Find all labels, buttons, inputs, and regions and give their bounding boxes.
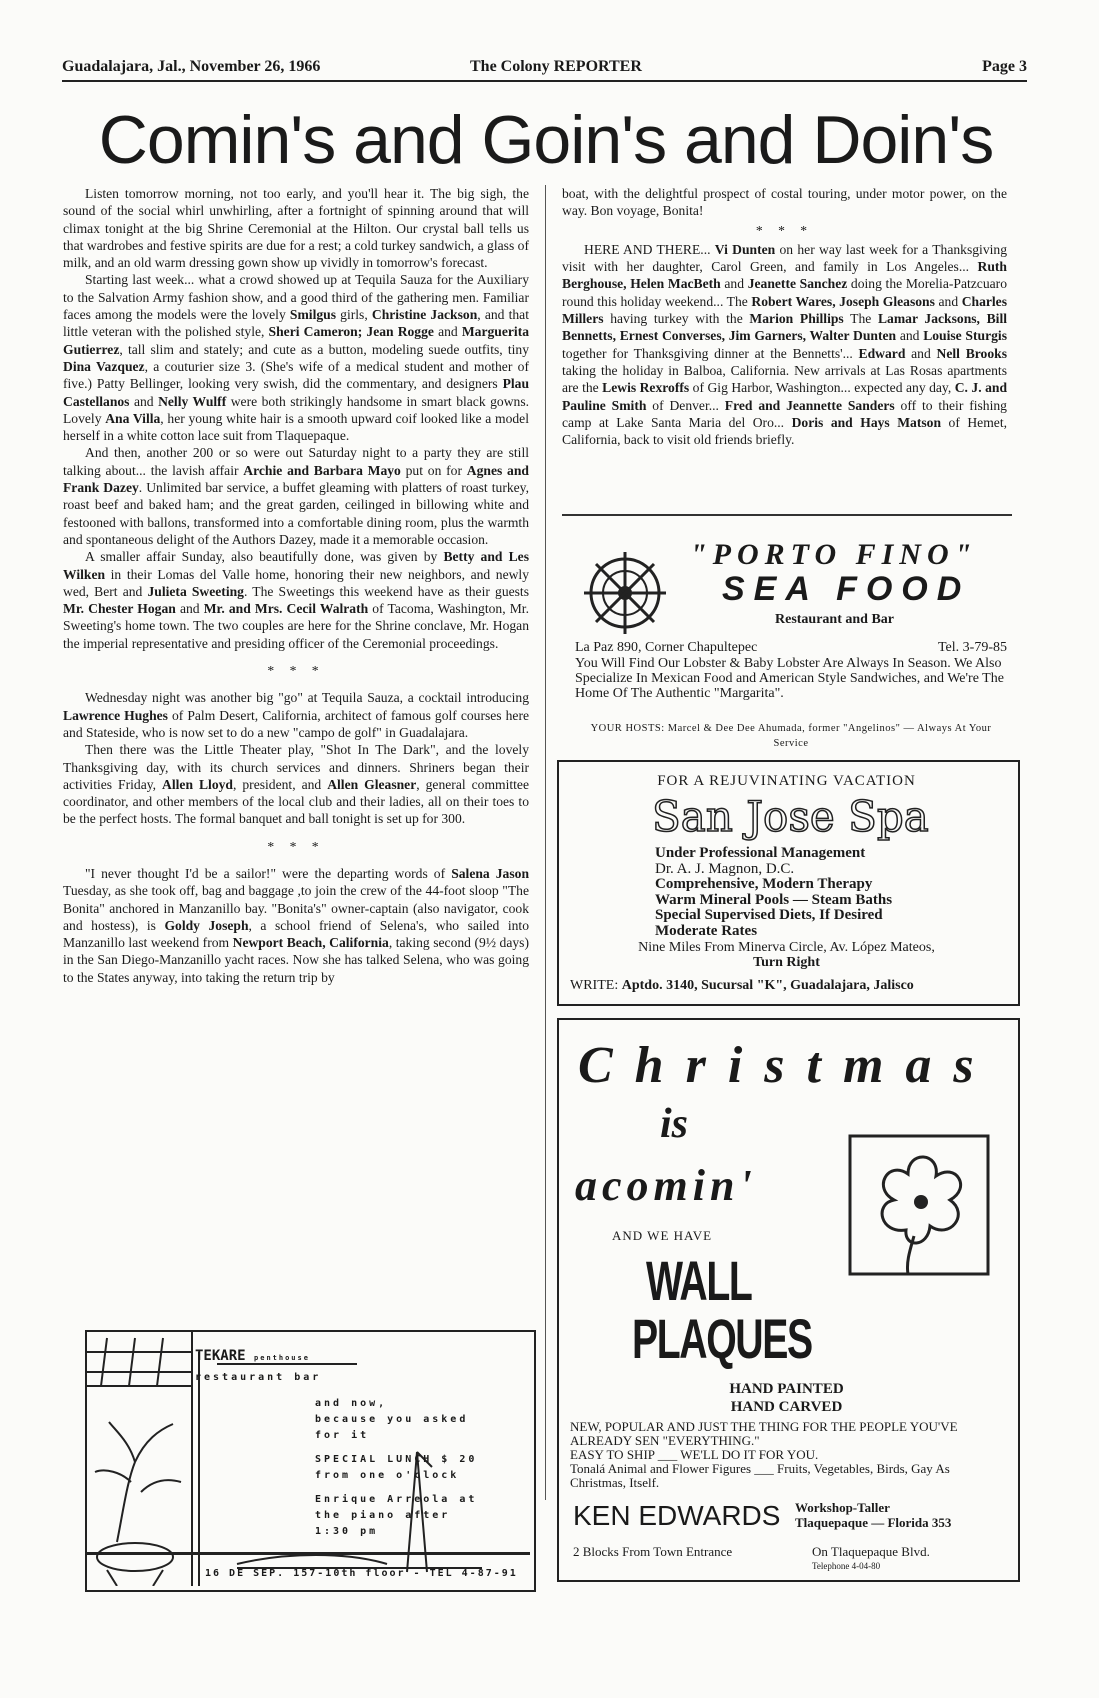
- portofino-hosts: YOUR HOSTS: Marcel & Dee Dee Ahumada, former "Angelinos" — Always At Your Service: [590, 723, 992, 749]
- tekare-promo: and now, because you asked for it SPECIAL LUNCH $ 20 from one o'clock Enrique Arreola at the piano after 1:30 pm: [315, 1398, 478, 1537]
- ad-rule: [562, 514, 1012, 516]
- section-divider: * * *: [267, 663, 325, 679]
- portofino-tel: Tel. 3-79-85: [937, 640, 1007, 655]
- right-column: [562, 185, 1007, 448]
- portofino-address-line: [575, 640, 1007, 656]
- paragraph: boat, with the delightful prospect of costal touring, under motor power, on the way. Bon voyage, Bonita!: [562, 186, 1007, 219]
- sanjose-details: Under Professional Management Dr. A. J. Magnon, D.C. Comprehensive, Modern Therapy Warm Mineral Pools — Steam Baths Special Supervised Diets, If Desired Moderate Rates: [655, 845, 893, 939]
- paragraph: "I never thought I'd be a sailor!" were the departing words of Salena Jason Tuesday, as she took off, bag and baggage ,to join the crew of the 44-foot sloop "The Bonita" anchored in Manzanillo bay. "Bonita's" owner-captain (also navigator, cook and hostess), is Goldy Joseph, a school friend of Selena's, who sailed into Manzanillo last weekend from Newport Beach, California, taking second (9½ days) in the San Diego-Manzanillo yacht races. Now she has talked Selena, who was going to the States anyway, into taking the return trip by: [63, 865, 529, 985]
- ken-edwards-blvd: On Tlaquepaque Blvd.: [812, 1544, 930, 1559]
- portofino-address: La Paz 890, Corner Chapultepec: [575, 640, 758, 655]
- christmas-acomin: acomin': [575, 1161, 757, 1210]
- section-divider: * * *: [267, 838, 325, 854]
- christmas-is: is: [660, 1101, 689, 1147]
- paragraph: Then there was the Little Theater play, "Shot In The Dark", and the lovely Thanksgiving day, with its church services and dinners. Shriners began their activities Friday, Allen Lloyd, president, and Allen Gleasner, general committee coordinator, and other members of the local club and their ladies, all on their toes to be the perfect hosts. The formal banquet and ball tonight is set up for 300.: [63, 742, 529, 827]
- portofino-title: "PORTO FINO": [690, 538, 978, 571]
- headline: Comin's and Goin's and Doin's: [98, 102, 994, 178]
- portofino-tagline: Restaurant and Bar: [775, 612, 895, 627]
- paragraph: And then, another 200 or so were out Saturday night to a party they are still talking about... the lavish affair Archie and Barbara Mayo put on for Agnes and Frank Dazey. Unlimited bar service, a buffet gleaming with platters of roast turkey, roast beef and baked ham; and the great garden, ceilinged in billowing white and festooned with ballons, transformed into a comfortable dining room, plus the warmth and spontaneous delight of the Authors Dazey, made it a memorable occasion.: [63, 445, 529, 547]
- paragraph: Starting last week... what a crowd showed up at Tequila Sauza for the Auxiliary to the Salvation Army fashion show, and a good third of the gathering men. Familiar faces among the models were the lovely Smilgus girls, Christine Jackson, and that little veteran with the polished style, Sheri Cameron; Jean Rogge and Marguerita Gutierrez, tall slim and stately; and cute as a button, modeling suede outfits, tiny Dina Vazquez, a couturier size 3. (She's wife of a medical student and mother of five.) Patty Bellinger, looking very swish, did the commentary, and designers Plau Castellanos and Nelly Wulff were both strikingly handsome in smart black gowns. Lovely Ana Villa, her young white hair is a smooth upward coif looked like a model herself in a white cotton lace suit from Tlaquepaque.: [63, 272, 530, 444]
- ad-christmas: [557, 1018, 1020, 1582]
- ken-edwards-phone: Telephone 4-04-80: [812, 1561, 881, 1571]
- ship-wheel-icon: [582, 550, 668, 636]
- christmas-body: NEW, POPULAR AND JUST THE THING FOR THE PEOPLE YOU'VE ALREADY SEN "EVERYTHING." EASY TO SHIP ___ WE'LL DO IT FOR YOU. Tonalá Animal and Flower Figures ___ Fruits, Vegetables, Birds, Gay As Christmas, Itself.: [570, 1419, 958, 1490]
- left-column: [63, 185, 529, 986]
- tekare-restaurant-bar: restaurant bar: [195, 1372, 322, 1383]
- portofino-body: You Will Find Our Lobster & Baby Lobster Are Always In Season. We Also Specialize In Mexican Food and American Style Sandwiches, and We're The Home Of The Authentic "Margarita".: [575, 656, 1004, 701]
- paragraph: A smaller affair Sunday, also beautifully done, was given by Betty and Les Wilken in their Lomas del Valle home, honoring their new neighbors, and newly wed, Bert and Julieta Sweeting. The Sweetings this weekend have as their guests Mr. Chester Hogan and Mr. and Mrs. Cecil Walrath of Tacoma, Washington, Mr. Sweeting's home town. The two couples are here for the Shrine conclave, Mr. Hogan the imperial representative and presiding officer of the Ceremonial proceedings.: [63, 549, 530, 651]
- ken-edwards-shop: Workshop-Taller Tlaquepaque — Florida 353: [795, 1500, 952, 1530]
- sanjose-write: WRITE: Aptdo. 3140, Sucursal "K", Guadalajara, Jalisco: [570, 978, 914, 993]
- column-rule: [545, 185, 546, 1500]
- ken-edwards-brand: KEN EDWARDS: [573, 1500, 781, 1531]
- paragraph: Listen tomorrow morning, not too early, and you'll hear it. The big sigh, the sound of the social whirl unwhirling, after a fortnight of spinning around that will climax tonight at the big Shrine Ceremonial at the Hilton. Our crystal ball tells us that wardrobes and festive spirits are due for a rest; a cold turkey sandwich, a glass of milk, and an old warm dressing gown show up vividly in tomorrow's forecast.: [63, 186, 529, 271]
- paper-name: The Colony REPORTER: [470, 58, 642, 75]
- sanjose-turn: Turn Right: [753, 955, 820, 970]
- portofino-subtitle: SEA FOOD: [722, 570, 971, 608]
- dateline: Guadalajara, Jal., November 26, 1966: [62, 58, 321, 75]
- section-divider: * * *: [755, 222, 814, 238]
- paragraph: HERE AND THERE... Vi Dunten on her way last week for a Thanksgiving visit with her daughter, Carol Green, and family in Los Angeles... Ruth Berghouse, Helen MacBeth and Jeanette Sanchez doing the Morelia-Patzcuaro round this holiday weekend... The Robert Wares, Joseph Gleasons and Charles Millers having turkey with the Marion Phillips The Lamar Jacksons, Bill Bennetts, Ernest Converses, Jim Garners, Walter Dunten and Louise Sturgis together for Thanksgiving dinner at the Bennetts'... Edward and Nell Brooks taking the holiday in Balboa, California. New arrivals at Las Rosas apartments are the Lewis Rexroffs of Gig Harbor, Washington... expected any day, C. J. and Pauline Smith of Denver... Fred and Jeannette Sanders off to their fishing camp at Lake Santa Maria del Oro... Doris and Hays Matson of Hemet, California, back to visit old friends briefly.: [562, 241, 1008, 448]
- sanjose-name: San Jose Spa: [652, 792, 929, 841]
- christmas-and-we-have: AND WE HAVE: [612, 1228, 713, 1243]
- tekare-name: TEKARE penthouse: [195, 1348, 310, 1364]
- paragraph: Wednesday night was another big "go" at Tequila Sauza, a cocktail introducing Lawrence Hughes of Palm Desert, California, architect of famous golf courses here and Stateside, who is now set to do a new "campo de golf" in Guadalajara.: [63, 690, 530, 740]
- flower-plaque-icon: [844, 1130, 994, 1280]
- page-header: [62, 58, 1027, 82]
- ken-edwards-location: 2 Blocks From Town Entrance: [573, 1544, 733, 1559]
- plaques-text: PLAQUES: [632, 1307, 812, 1370]
- sanjose-directions: Nine Miles From Minerva Circle, Av. López Mateos,: [638, 940, 935, 955]
- tekare-address: 16 DE SEP. 157-10th floor - TEL 4-87-91: [205, 1568, 518, 1579]
- page-number: Page 3: [982, 58, 1027, 75]
- christmas-word: Christmas: [578, 1037, 996, 1094]
- christmas-handmade: HAND PAINTED HAND CARVED: [729, 1381, 844, 1415]
- wall-text: WALL: [646, 1249, 752, 1312]
- sanjose-kicker: FOR A REJUVINATING VACATION: [657, 773, 916, 789]
